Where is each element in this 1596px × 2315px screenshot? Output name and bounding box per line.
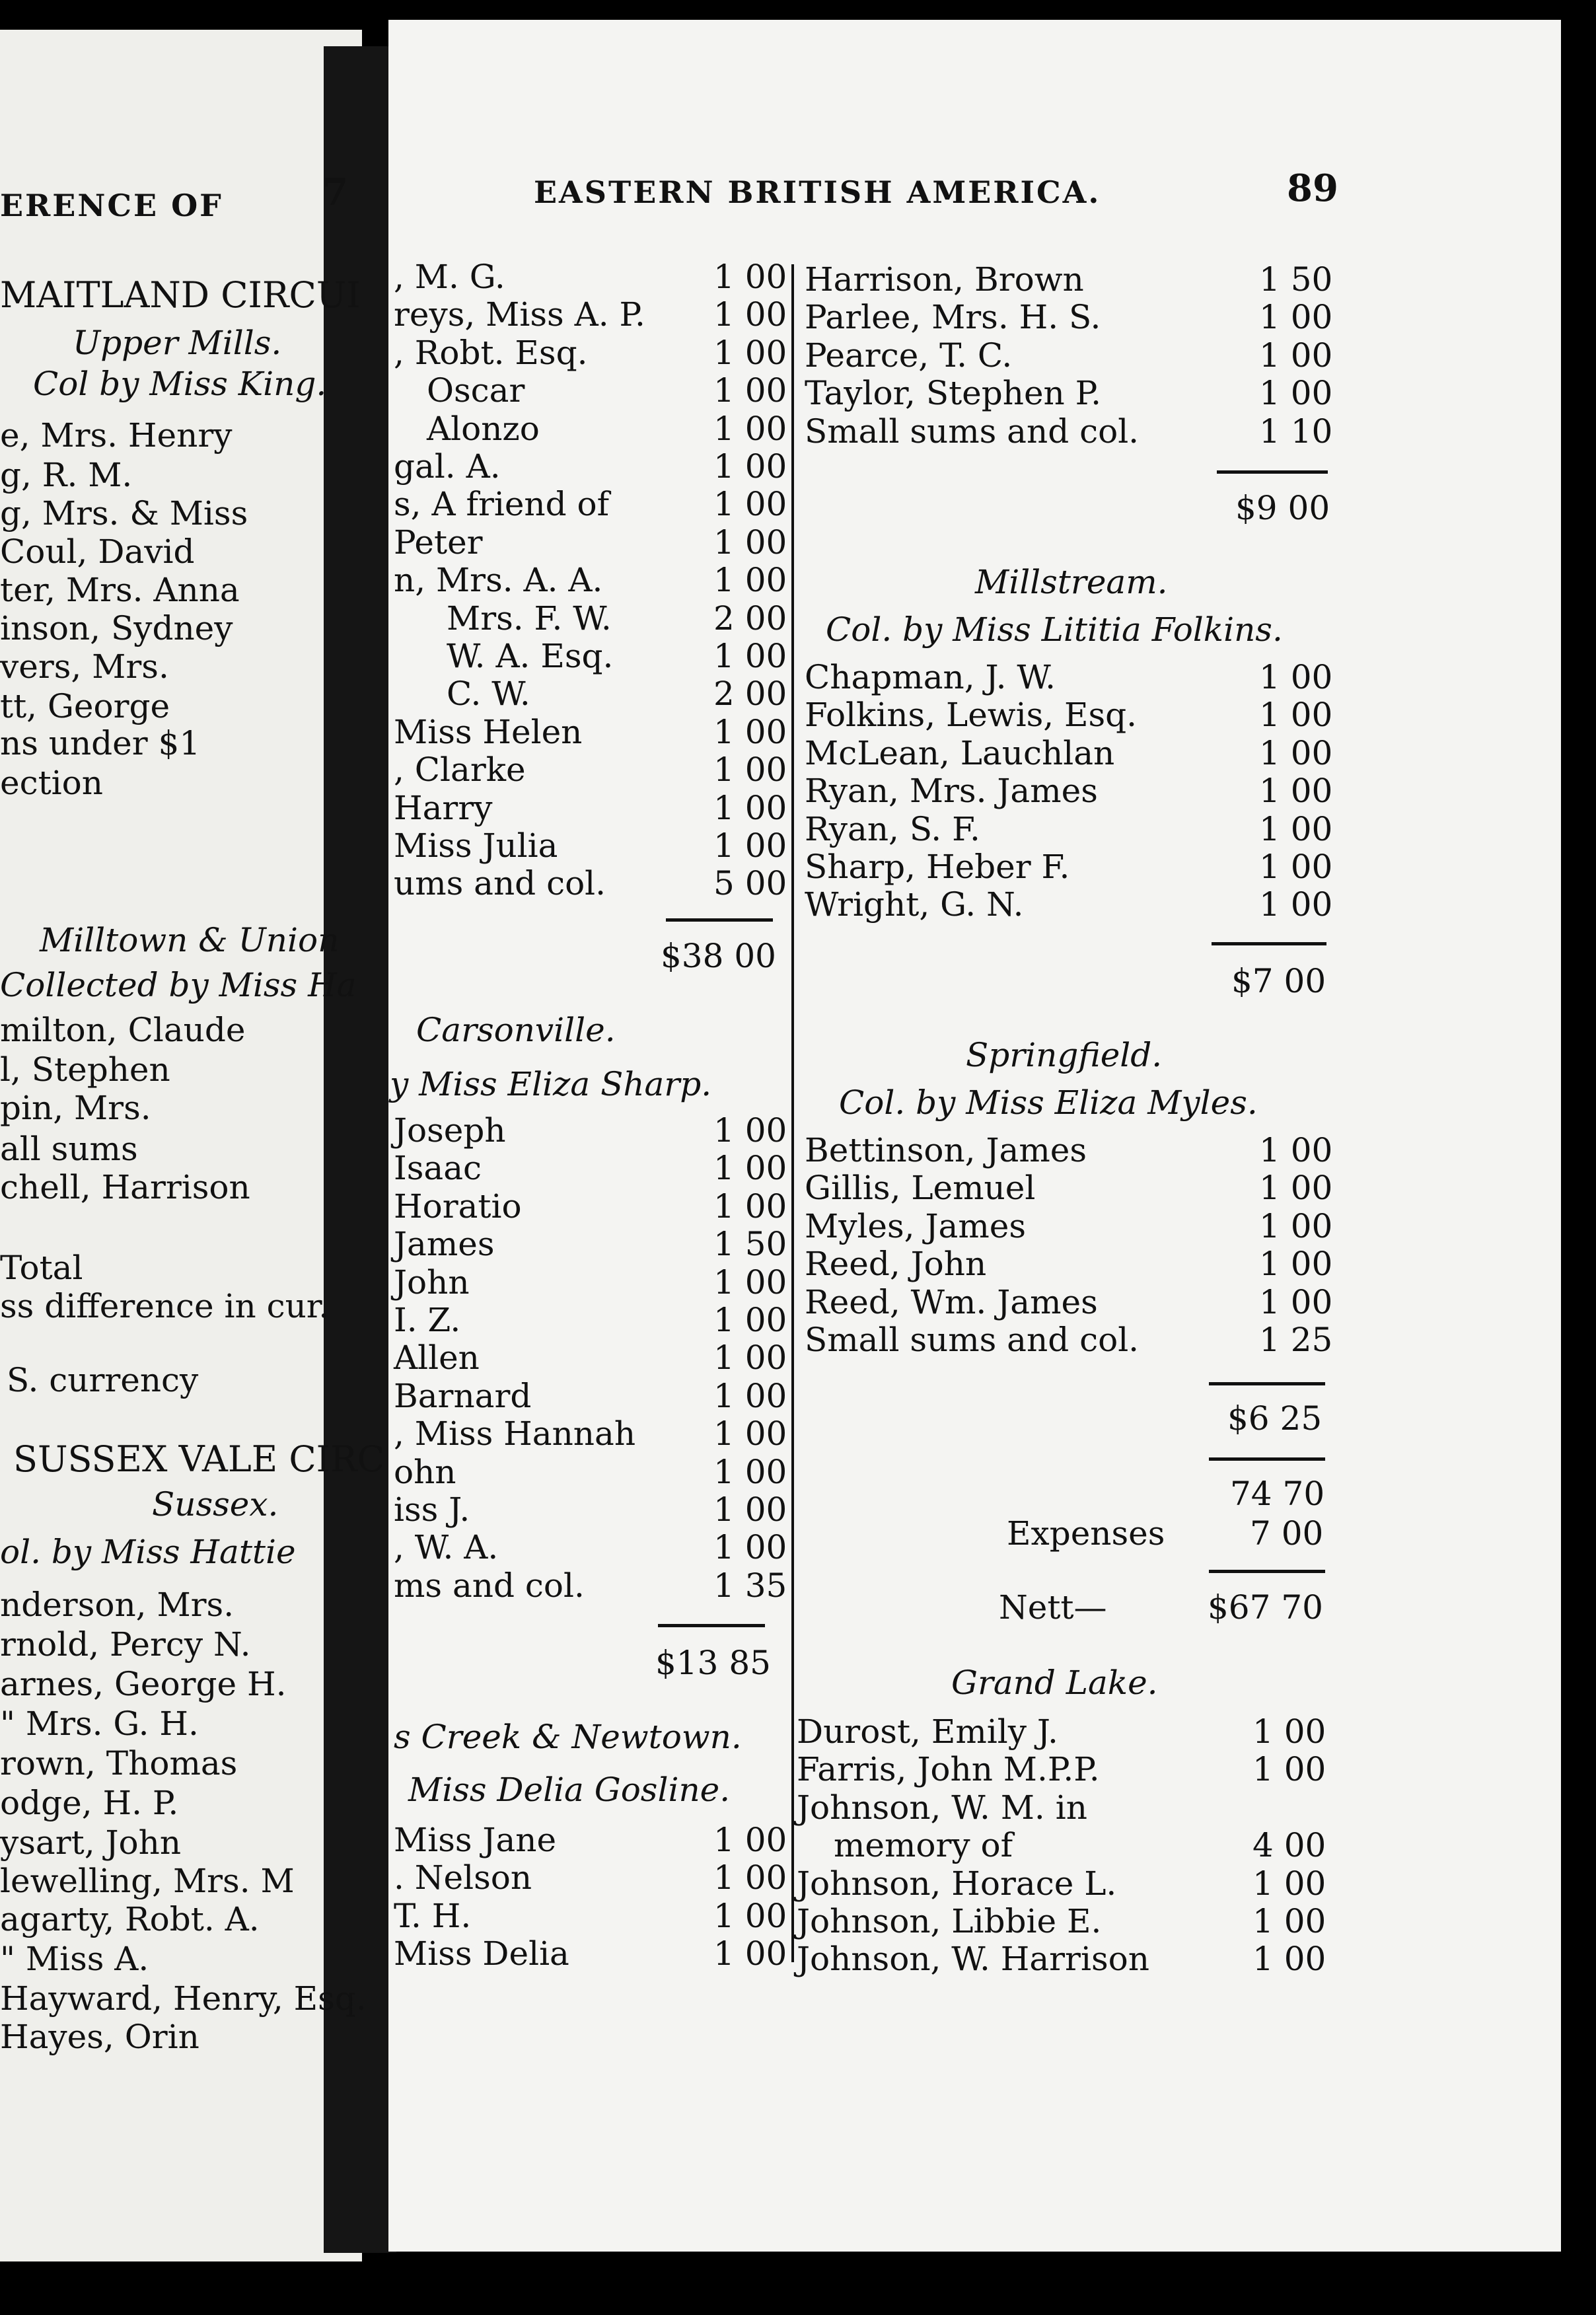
expenses-label: Expenses	[1007, 1514, 1165, 1553]
left-page-line: MAITLAND CIRCUI	[0, 274, 361, 316]
entry-name: s, A friend of	[394, 485, 610, 524]
entry-name: Johnson, W. Harrison	[797, 1940, 1149, 1979]
entry-amount: 1 00	[713, 447, 787, 486]
rule	[666, 918, 773, 922]
entry-name: Miss Julia	[394, 827, 558, 865]
entry-amount: 1 00	[713, 1263, 787, 1302]
entry-name: Reed, John	[805, 1245, 987, 1284]
entry-name: Mrs. F. W.	[447, 599, 612, 638]
entry-name: reys, Miss A. P.	[394, 295, 645, 334]
entry-amount: 1 00	[713, 1301, 787, 1339]
entry-name: . Nelson	[394, 1858, 532, 1897]
entry-amount: 2 00	[713, 675, 787, 714]
entry-amount: 1 00	[1259, 1245, 1333, 1284]
left-page-line: g, R. M.	[0, 456, 133, 494]
entry-name: Miss Jane	[394, 1821, 557, 1859]
entry-name: Sharp, Heber F.	[805, 848, 1070, 886]
entry-name: James	[394, 1225, 495, 1264]
entry-amount: 1 00	[713, 1339, 787, 1378]
entry-amount: 1 00	[713, 1490, 787, 1529]
left-page-line: ection	[0, 764, 103, 802]
entry-amount: 1 00	[1252, 1902, 1326, 1940]
left-page-line: pin, Mrs.	[0, 1089, 151, 1127]
entry-name: Johnson, Libbie E.	[797, 1902, 1102, 1940]
entry-name: , Miss Hannah	[394, 1415, 636, 1453]
entry-name: Horatio	[394, 1187, 522, 1226]
entry-name: Miss Delia	[394, 1934, 569, 1973]
column-divider	[791, 264, 794, 1962]
entry-name: Joseph	[394, 1111, 506, 1150]
entry-amount: 1 50	[1259, 260, 1333, 299]
section-title: Millstream.	[975, 563, 1168, 601]
section-total: $38 00	[661, 937, 776, 975]
entry-amount: 1 00	[1259, 1131, 1333, 1169]
left-page-line: " Mrs. G. H.	[0, 1705, 199, 1743]
entry-amount: 1 00	[1259, 772, 1333, 811]
left-page-line: inson, Sydney	[0, 609, 233, 647]
entry-name: Allen	[394, 1339, 480, 1378]
entry-amount: 1 25	[1259, 1321, 1333, 1359]
entry-name: Ryan, S. F.	[805, 809, 980, 848]
grand-total: 74 70	[1230, 1475, 1325, 1513]
entry-amount: 1 00	[1259, 696, 1333, 735]
entry-amount: 1 00	[713, 1821, 787, 1859]
entry-amount: 1 00	[1259, 809, 1333, 848]
section-title: Carsonville.	[416, 1011, 616, 1049]
entry-amount: 1 00	[713, 1415, 787, 1453]
entry-name: Ryan, Mrs. James	[805, 772, 1098, 811]
entry-amount: 1 00	[713, 637, 787, 675]
entry-amount: 1 00	[713, 333, 787, 372]
entry-amount: 2 00	[713, 599, 787, 638]
left-page-line: " Miss A.	[0, 1940, 149, 1978]
rule	[1209, 1570, 1325, 1573]
entry-amount: 1 00	[713, 1187, 787, 1226]
entry-amount: 1 00	[1259, 848, 1333, 886]
entry-name: , Robt. Esq.	[394, 333, 588, 372]
page-number: 89	[1287, 166, 1338, 210]
entry-name: Miss Helen	[394, 712, 583, 751]
entry-amount: 1 00	[1252, 1712, 1326, 1751]
entry-amount: 1 00	[713, 409, 787, 448]
entry-amount: 1 00	[1259, 1282, 1333, 1321]
running-title: EASTERN BRITISH AMERICA.	[534, 174, 1101, 210]
left-page-line: Col by Miss King.	[33, 365, 327, 403]
left-page-line: chell, Harrison	[0, 1168, 250, 1206]
entry-name: I. Z.	[394, 1301, 461, 1339]
entry-name: Durost, Emily J.	[797, 1712, 1058, 1751]
left-page-line: l, Stephen	[0, 1050, 170, 1089]
entry-name: Barnard	[394, 1376, 532, 1415]
left-page-line: ns under $1	[0, 724, 201, 762]
left-page-line: Collected by Miss Ha	[0, 966, 357, 1004]
entry-name: gal. A.	[394, 447, 501, 486]
entry-amount: 1 00	[1252, 1940, 1326, 1979]
left-page-line: Hayes, Orin	[0, 2018, 200, 2056]
entry-amount: 1 00	[713, 1452, 787, 1491]
entry-amount: 1 00	[1259, 733, 1333, 772]
left-page-line: agarty, Robt. A.	[0, 1900, 260, 1938]
left-page-line: all sums	[0, 1130, 138, 1168]
entry-name: ums and col.	[394, 864, 606, 903]
entry-name: T. H.	[394, 1896, 472, 1935]
left-page-number-fragment: 7	[322, 170, 348, 214]
entry-name: Reed, Wm. James	[805, 1282, 1098, 1321]
rule	[1209, 1382, 1325, 1385]
left-page-line: milton, Claude	[0, 1011, 246, 1049]
entry-amount: 1 00	[713, 1896, 787, 1935]
entry-name: iss J.	[394, 1490, 470, 1529]
entry-amount: 1 00	[1259, 374, 1333, 413]
entry-name: Wright, G. N.	[805, 885, 1024, 924]
rule	[1217, 470, 1328, 474]
section-title: Grand Lake.	[951, 1664, 1158, 1702]
entry-name: memory of	[834, 1826, 1013, 1865]
entry-amount: 1 00	[1252, 1864, 1326, 1903]
entry-name: Taylor, Stephen P.	[805, 374, 1102, 413]
left-page-line: Upper Mills.	[73, 324, 282, 362]
entry-name: Harry	[394, 788, 493, 827]
entry-name: Small sums and col.	[805, 412, 1140, 451]
entry-name: McLean, Lauchlan	[805, 733, 1115, 772]
entry-name: Johnson, Horace L.	[797, 1864, 1117, 1903]
section-total: $6 25	[1227, 1399, 1323, 1438]
left-page-line: arnes, George H.	[0, 1665, 287, 1703]
entry-name: Myles, James	[805, 1206, 1026, 1245]
entry-amount: 1 00	[713, 712, 787, 751]
entry-amount: 1 10	[1259, 412, 1333, 451]
entry-name: Gillis, Lemuel	[805, 1169, 1036, 1208]
entry-amount: 1 00	[713, 751, 787, 790]
entry-name: Peter	[394, 523, 483, 562]
left-page-line: S. currency	[7, 1361, 199, 1399]
entry-name: , Clarke	[394, 751, 526, 790]
left-page-line: rnold, Percy N.	[0, 1625, 251, 1664]
entry-name: , M. G.	[394, 258, 505, 296]
entry-amount: 1 00	[713, 258, 787, 296]
entry-amount: 1 00	[1259, 298, 1333, 337]
left-page-line: Total	[0, 1249, 83, 1287]
entry-amount: 1 00	[1252, 1750, 1326, 1789]
entry-amount: 4 00	[1252, 1826, 1326, 1865]
section-total: $9 00	[1235, 489, 1330, 527]
entry-name: Isaac	[394, 1149, 482, 1188]
entry-amount: 1 00	[713, 1376, 787, 1415]
entry-amount: 1 00	[1259, 1206, 1333, 1245]
section-title: Springfield.	[966, 1036, 1163, 1074]
entry-name: , W. A.	[394, 1528, 499, 1567]
left-page-line: lewelling, Mrs. M	[0, 1862, 295, 1900]
entry-name: Parlee, Mrs. H. S.	[805, 298, 1101, 337]
left-page-line: nderson, Mrs.	[0, 1586, 235, 1624]
entry-amount: 1 00	[1259, 658, 1333, 696]
entry-name: Chapman, J. W.	[805, 658, 1056, 696]
entry-amount: 1 50	[713, 1225, 787, 1264]
entry-amount: 1 00	[713, 485, 787, 524]
entry-name: ohn	[394, 1452, 456, 1491]
entry-name: n, Mrs. A. A.	[394, 561, 603, 600]
nett-label: Nett—	[999, 1588, 1107, 1627]
entry-name: John	[394, 1263, 470, 1302]
section-title: s Creek & Newtown.	[394, 1718, 742, 1756]
entry-name: Harrison, Brown	[805, 260, 1084, 299]
entry-amount: 1 00	[713, 295, 787, 334]
entry-name: Farris, John M.P.P.	[797, 1750, 1100, 1789]
rule	[1209, 1457, 1325, 1461]
section-total: $7 00	[1231, 962, 1326, 1000]
left-page-line: Milltown & Union	[40, 921, 340, 959]
entry-amount: 1 00	[713, 561, 787, 600]
left-running-head: ERENCE OF	[0, 188, 223, 223]
left-page-line: tt, George	[0, 687, 170, 725]
collector-line: y Miss Eliza Sharp.	[390, 1065, 712, 1103]
entry-amount: 1 00	[713, 523, 787, 562]
left-page-line: odge, H. P.	[0, 1784, 179, 1822]
collector-line: Miss Delia Gosline.	[408, 1771, 731, 1809]
entry-amount: 1 00	[713, 1858, 787, 1897]
entry-name: Pearce, T. C.	[805, 336, 1013, 375]
entry-name: Alonzo	[427, 409, 540, 448]
left-page-line: ss difference in cur.	[0, 1287, 330, 1325]
entry-name: C. W.	[447, 675, 530, 714]
entry-amount: 1 00	[713, 371, 787, 410]
collector-line: Col. by Miss Lititia Folkins.	[826, 610, 1283, 649]
section-total: $13 85	[655, 1644, 771, 1682]
entry-amount: 5 00	[713, 864, 787, 903]
entry-amount: 1 35	[713, 1566, 787, 1605]
entry-amount: 1 00	[1259, 885, 1333, 924]
entry-name: Johnson, W. M. in	[797, 1788, 1087, 1827]
rule	[1212, 942, 1326, 945]
left-page-line: ter, Mrs. Anna	[0, 571, 240, 609]
left-page-line: rown, Thomas	[0, 1744, 238, 1782]
entry-name: Small sums and col.	[805, 1321, 1140, 1359]
expenses-value: 7 00	[1250, 1514, 1324, 1553]
left-page-line: vers, Mrs.	[0, 647, 169, 686]
collector-line: Col. by Miss Eliza Myles.	[839, 1084, 1258, 1122]
book-gutter	[324, 46, 396, 2253]
left-page-line: e, Mrs. Henry	[0, 416, 233, 455]
left-page-line: ysart, John	[0, 1823, 182, 1862]
rule	[658, 1624, 765, 1627]
entry-amount: 1 00	[713, 827, 787, 865]
left-page-line: Coul, David	[0, 533, 195, 571]
nett-value: $67 70	[1208, 1588, 1323, 1627]
entry-amount: 1 00	[713, 1111, 787, 1150]
left-page-line: Sussex.	[152, 1485, 279, 1524]
entry-name: ms and col.	[394, 1566, 585, 1605]
entry-name: W. A. Esq.	[447, 637, 614, 675]
entry-amount: 1 00	[1259, 1169, 1333, 1208]
entry-amount: 1 00	[713, 1528, 787, 1567]
entry-amount: 1 00	[713, 1934, 787, 1973]
entry-amount: 1 00	[1259, 336, 1333, 375]
left-page-line: g, Mrs. & Miss	[0, 494, 248, 533]
entry-name: Oscar	[427, 371, 525, 410]
left-page-line: Hayward, Henry, Esq.	[0, 1979, 367, 2018]
entry-amount: 1 00	[713, 1149, 787, 1188]
left-page-line: ol. by Miss Hattie	[0, 1533, 296, 1571]
left-page-line: SUSSEX VALE CIRC	[13, 1438, 384, 1480]
entry-name: Bettinson, James	[805, 1131, 1087, 1169]
entry-name: Folkins, Lewis, Esq.	[805, 696, 1138, 735]
entry-amount: 1 00	[713, 788, 787, 827]
